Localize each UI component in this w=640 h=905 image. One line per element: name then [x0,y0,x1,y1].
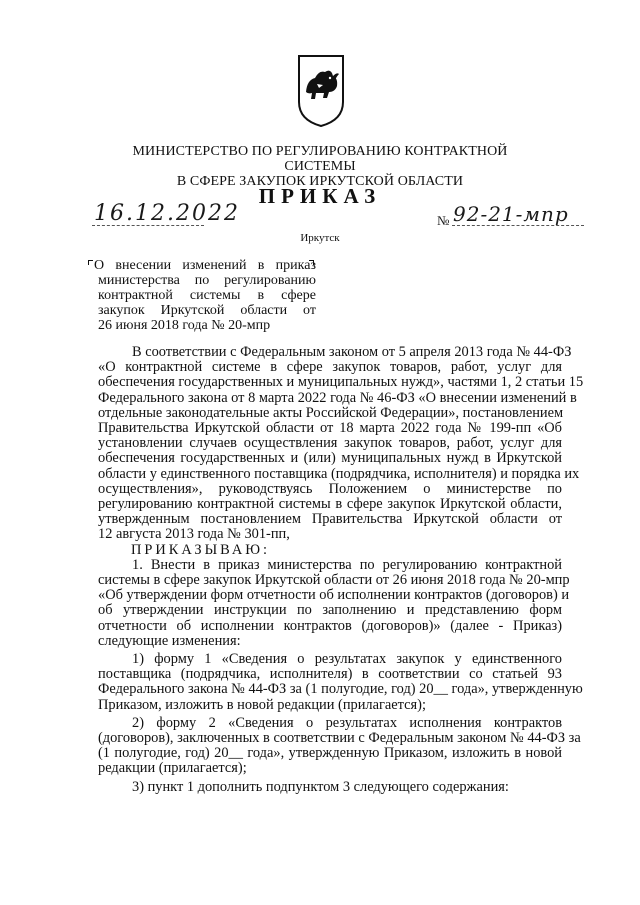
text-line: (1 полугодие, год) 20__ года», утвержденную Приказом, изложить в новой [98,745,562,762]
text-line: области у единственного поставщика (подрядчика, исполнителя) и порядка их [98,465,580,482]
text-line: Федерального закона от 8 марта 2022 года № 46-ФЗ «О внесении изменений в [98,389,577,406]
text-line: регулированию контрактной системы в сфере закупок Иркутской области, [98,496,562,513]
order-body [98,344,584,795]
text-line: утвержденным постановлением Правительства Иркутской области от [98,511,562,528]
text-line: 2) форму 2 «Сведения о результатах исполнения контрактов [132,714,562,731]
text-line: 3) пункт 1 дополнить подпунктом 3 следующего содержания: [132,778,509,795]
text-line: Приказом, изложить в новой редакции (прилагается); [98,696,426,713]
text-line: обеспечения государственных и муниципальных нужд», частями 1, 2 статьи 15 [98,374,584,391]
text-line: следующие изменения: [98,632,241,649]
text-line: обеспечения государственных и (или) муниципальных нужд в Иркутской [98,450,562,467]
ministry-name-line2: В СФЕРЕ ЗАКУПОК ИРКУТСКОЙ ОБЛАСТИ [176,174,464,189]
text-line: установлении случаев осуществления закупок товаров, работ, услуг для [98,435,562,452]
text-line: 1) форму 1 «Сведения о результатах закупок у единственного [132,651,562,668]
subitem-3-paragraph [98,780,562,795]
city-name: Иркутск [300,232,340,244]
text-line: поставщика (подрядчика, исполнителя) в соответствии со статьей 93 [98,666,562,683]
coat-of-arms-icon [297,54,345,128]
text-line: (договоров), заключенных в соответствии с Федеральным законом № 44-ФЗ за [98,730,581,747]
text-line: отдельные законодательные акты Российской Федерации», постановлением [98,404,564,421]
text-line: Правительства Иркутской области от 18 марта 2022 года № 199-пп «Об [98,420,562,437]
text-line: 1. Внести в приказ министерства по регулированию контрактной [132,556,562,573]
order-number-prefix: № [437,213,450,228]
subject-line: контрактной системы в сфере [98,288,316,303]
subject-line: министерства по регулированию [98,273,316,288]
document-title: ПРИКАЗ [258,184,382,208]
text-line: системы в сфере закупок Иркутской области от 26 июня 2018 года № 20-мпр [98,572,570,589]
text-line: «О контрактной системе в сфере закупок товаров, работ, услуг для [98,359,562,376]
order-date: 16.12.2022 [94,201,240,226]
subject-line: О внесении изменений в приказ [94,258,316,273]
item-1-paragraph [98,556,570,649]
text-line: Федерального закона № 44-ФЗ за (1 полугодие, год) 20__ года», утвержденную [98,681,583,698]
subject-corner-left [88,260,93,265]
subitem-2-paragraph [98,714,581,777]
text-line: об утверждении инструкции по заполнению и представлению форм [98,602,562,619]
text-line: редакции (прилагается); [98,760,247,777]
subject-line: закупок Иркутской области от [98,303,316,318]
text-line: отчетности об исполнении контрактов (договоров)» (далее - Приказ) [98,617,562,634]
preamble-paragraph [98,344,584,543]
order-word: ПРИКАЗЫВАЮ: [131,541,271,558]
ministry-name [100,144,540,189]
text-line: осуществления», руководствуясь Положением о министерстве по [98,480,562,497]
subitem-1-paragraph [98,651,583,713]
text-line: «Об утверждении форм отчетности об исполнении контрактов (договоров) и [98,587,570,604]
order-number: 92-21-мпр [453,202,569,226]
subject-line: 26 июня 2018 года № 20-мпр [98,318,271,333]
text-line: 12 августа 2013 года № 301-пп, [98,526,290,543]
text-line: В соответствии с Федеральным законом от 5 апреля 2013 года № 44-ФЗ [132,344,572,360]
order-subject [94,258,316,333]
ministry-name-line1: МИНИСТЕРСТВО ПО РЕГУЛИРОВАНИЮ КОНТРАКТНОЙ СИСТЕМЫ [132,144,508,174]
number-underline [452,225,584,226]
date-underline [92,225,204,226]
